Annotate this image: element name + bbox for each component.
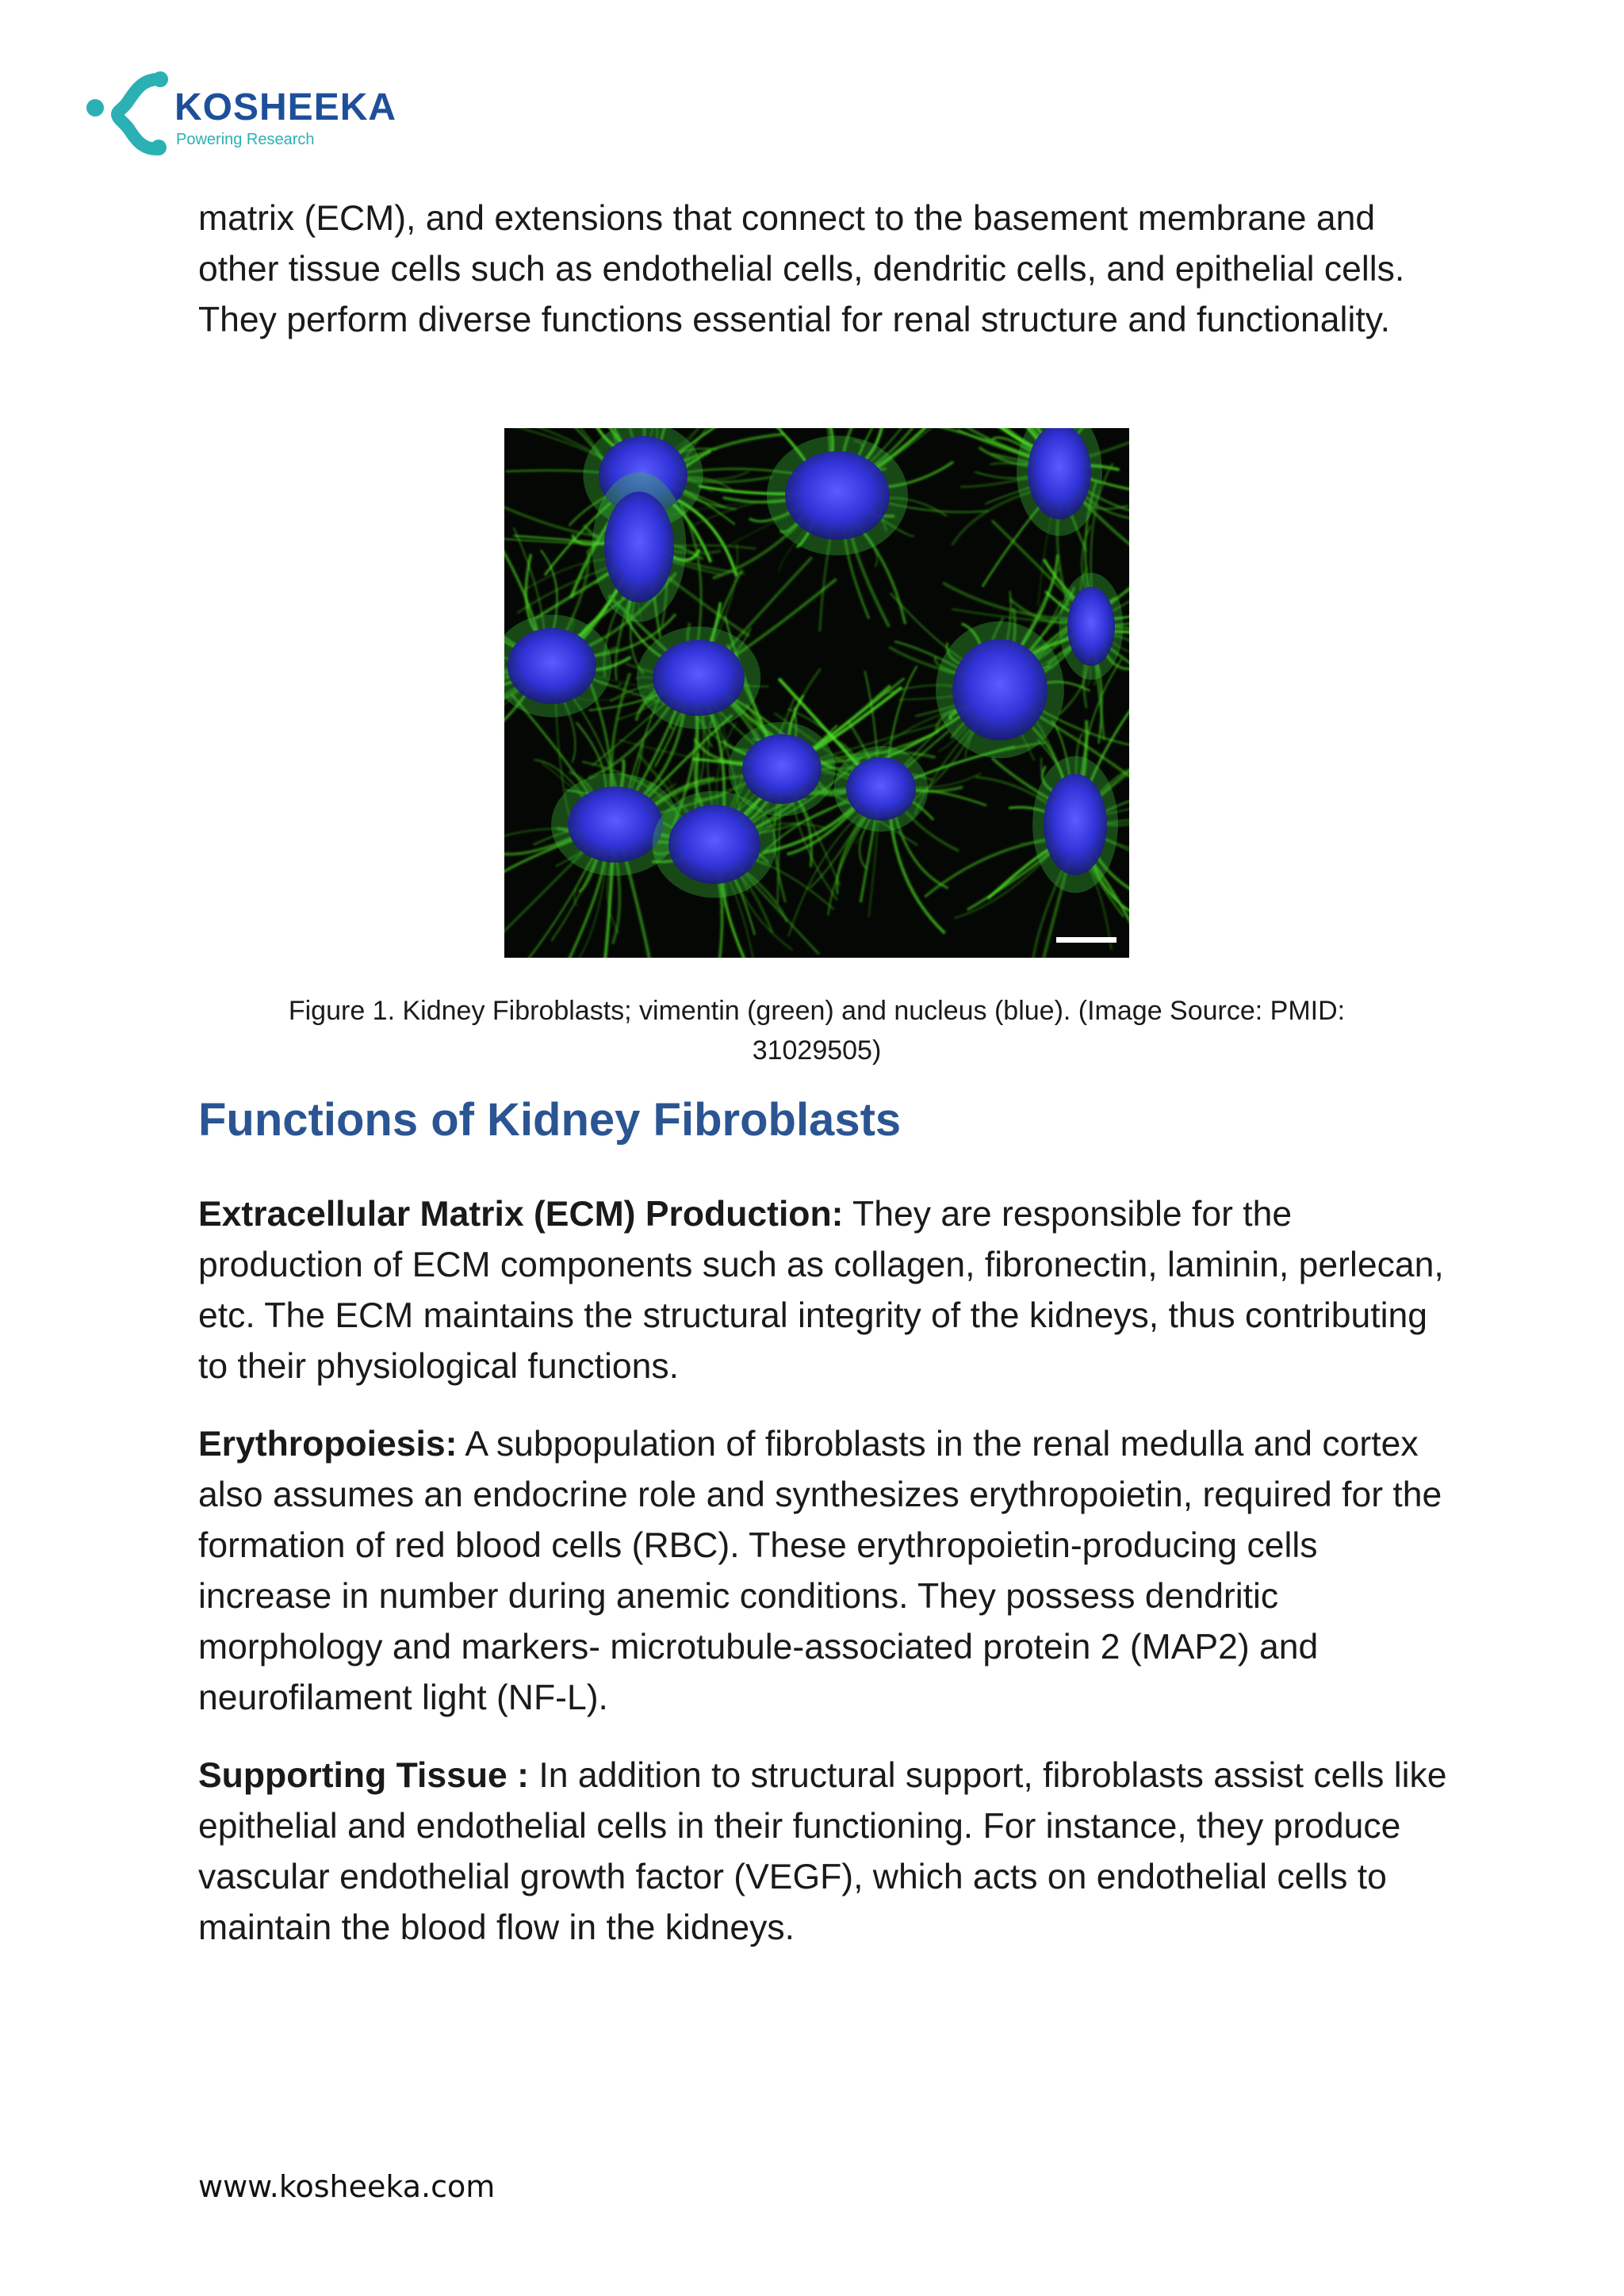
figure-caption-line2: 31029505) bbox=[752, 1035, 882, 1066]
cell-nucleus bbox=[785, 451, 890, 540]
cell-nucleus bbox=[604, 492, 674, 603]
cell-nucleus bbox=[568, 786, 663, 863]
cell-nucleus bbox=[742, 734, 822, 804]
supporting-tissue-section bbox=[198, 1751, 1451, 1954]
cell-nucleus bbox=[508, 628, 596, 704]
cell-nucleus bbox=[668, 805, 760, 884]
molecule-logo-icon bbox=[86, 68, 173, 157]
logo-tagline: Powering Research bbox=[176, 131, 315, 148]
kidney-fibroblast-image bbox=[504, 428, 1129, 958]
erythropoiesis-term: Erythropoiesis: bbox=[198, 1425, 458, 1464]
figure-caption-line1: Figure 1. Kidney Fibroblasts; vimentin (green) and nucleus (blue). (Image Source: PMID: bbox=[288, 996, 1346, 1026]
logo-name: KOSHEEKA bbox=[174, 86, 397, 128]
cell-nucleus bbox=[846, 757, 916, 821]
supporting-tissue-paragraph bbox=[198, 1751, 1451, 1954]
cell-nucleus bbox=[1028, 428, 1091, 519]
cell-nucleus bbox=[952, 639, 1048, 740]
cell-nucleus bbox=[653, 640, 745, 716]
cell-nucleus bbox=[1044, 774, 1107, 875]
footer-url[interactable]: www.kosheeka.com bbox=[198, 2169, 496, 2204]
ecm-production-text: They are responsible for the production of ECM components such as collagen, fibronectin, laminin, perlecan, etc. The ECM maintains the structural integrity of the kidneys, thus contributing to their physiological functions. bbox=[198, 1195, 1444, 1386]
section-heading: Functions of Kidney Fibroblasts bbox=[198, 1094, 902, 1146]
erythropoiesis-text: A subpopulation of fibroblasts in the renal medulla and cortex also assumes an endocrine role and synthesizes erythropoietin, required for the formation of red blood cells (RBC). These erythropoietin-producing cells increase in number during anemic conditions. They possess dendritic morphology and markers- microtubule-associated protein 2 (MAP2) and neurofilament light (NF-L). bbox=[198, 1425, 1442, 1717]
erythropoiesis-paragraph bbox=[198, 1419, 1451, 1724]
scale-bar bbox=[1056, 937, 1116, 943]
figure-caption bbox=[198, 991, 1435, 1070]
ecm-production-paragraph bbox=[198, 1189, 1451, 1392]
cell-nucleus bbox=[1067, 587, 1115, 666]
kosheeka-logo bbox=[86, 68, 450, 157]
ecm-production-section bbox=[198, 1189, 1451, 1392]
supporting-tissue-text: In addition to structural support, fibroblasts assist cells like epithelial and endothelial cells in their functioning. For instance, they produce vascular endothelial growth factor (VEGF), which acts on endothelial cells to maintain the blood flow in the kidneys. bbox=[198, 1756, 1447, 1947]
erythropoiesis-section bbox=[198, 1419, 1451, 1724]
intro-paragraph: matrix (ECM), and extensions that connect to the basement membrane and other tissue cells such as endothelial cells, dendritic cells, and epithelial cells. They perform diverse functions essential for renal structure and functionality. bbox=[198, 199, 1405, 339]
ecm-production-term: Extracellular Matrix (ECM) Production: bbox=[198, 1195, 844, 1234]
intro-block bbox=[198, 193, 1435, 346]
microscopy-image bbox=[504, 428, 1129, 958]
supporting-tissue-term: Supporting Tissue : bbox=[198, 1756, 529, 1795]
